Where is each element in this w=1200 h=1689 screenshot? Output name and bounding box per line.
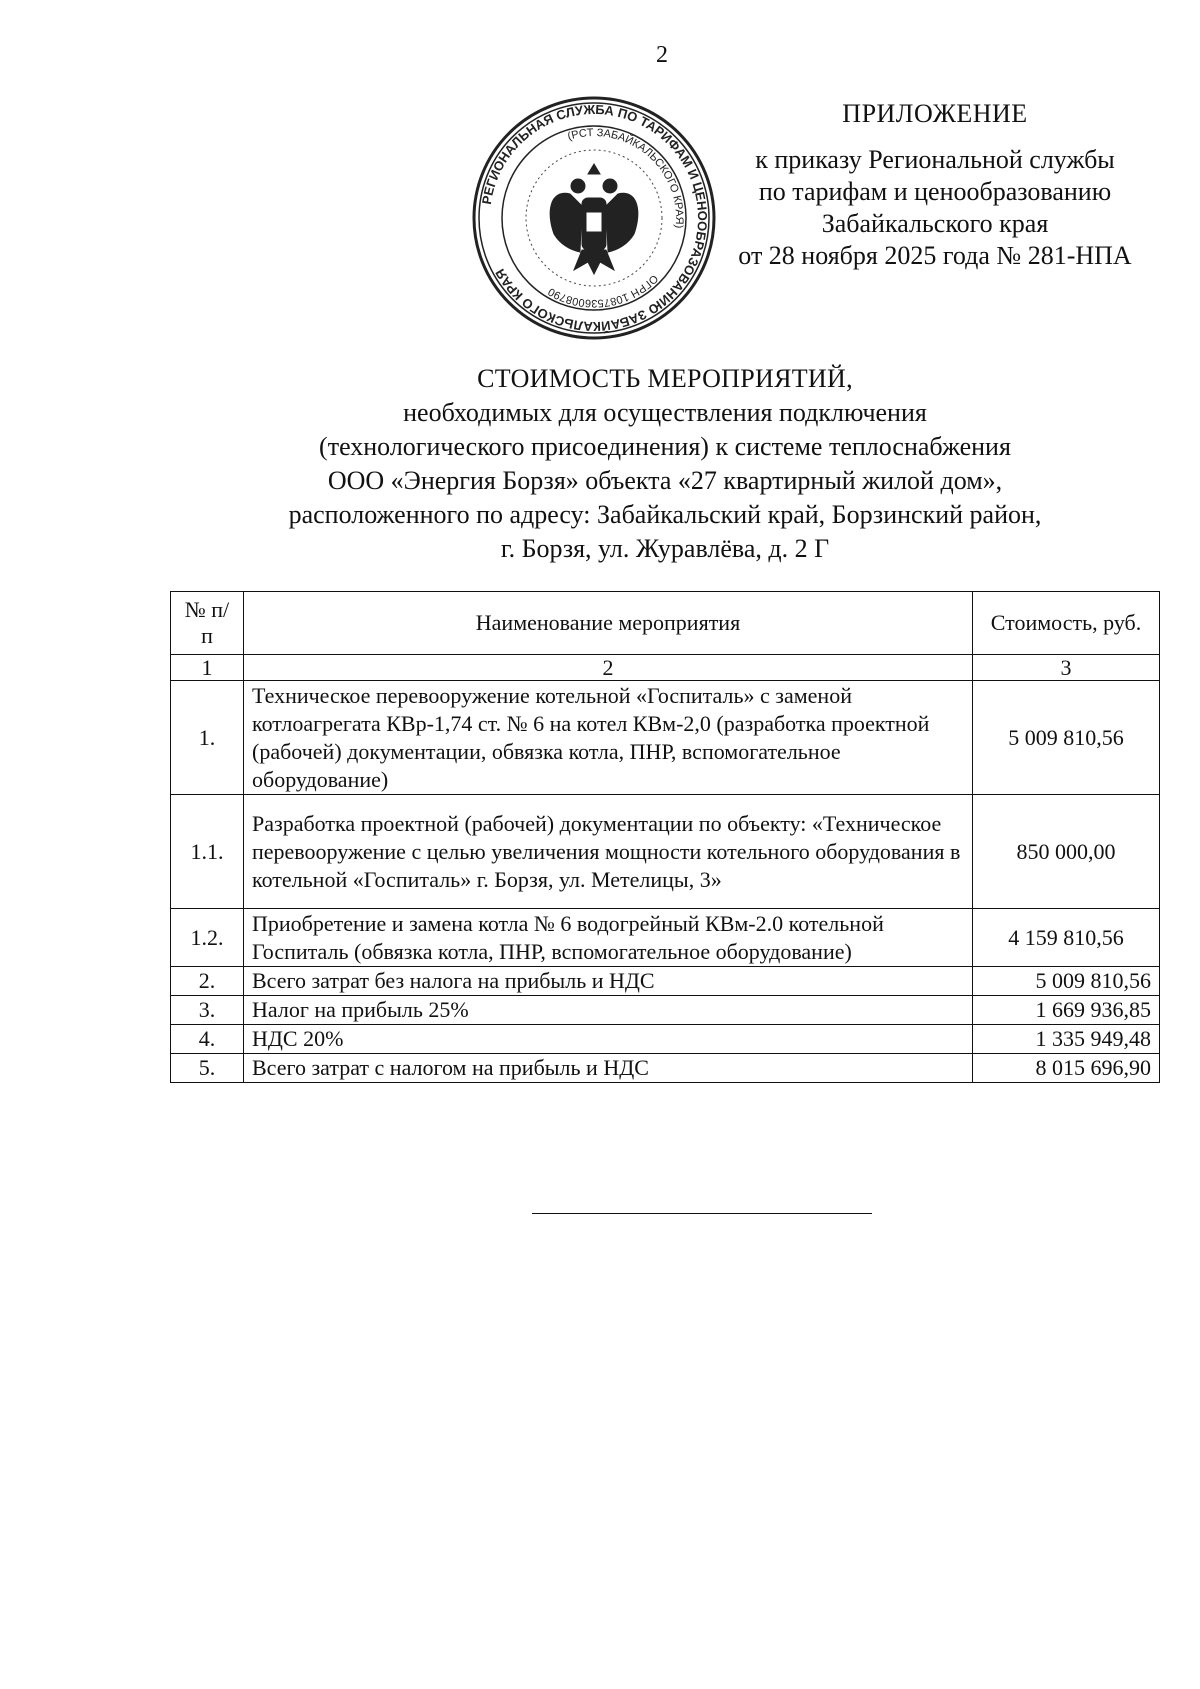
heading-title: СТОИМОСТЬ МЕРОПРИЯТИЙ,	[477, 364, 853, 393]
table-row	[171, 996, 1160, 1025]
row-cost: 850 000,00	[973, 795, 1160, 909]
row-cost: 5 009 810,56	[973, 967, 1160, 996]
row-number: 2.	[171, 967, 244, 996]
row-number: 3.	[171, 996, 244, 1025]
heading-line: ООО «Энергия Борзя» объекта «27 квартирный жилой дом»,	[327, 466, 1003, 495]
heading-line: необходимых для осуществления подключения	[403, 398, 927, 427]
header-cost: Стоимость, руб.	[973, 592, 1160, 655]
table-row	[171, 967, 1160, 996]
row-number: 4.	[171, 1025, 244, 1054]
column-number: 3	[973, 655, 1160, 681]
table-row	[171, 909, 1160, 967]
row-number: 1.	[171, 681, 244, 795]
seal-outer-text: РЕГИОНАЛЬНАЯ СЛУЖБА ПО ТАРИФАМ И ЦЕНООБРАЗОВАНИЮ ЗАБАЙКАЛЬСКОГО КРАЯ	[478, 101, 711, 335]
column-number: 1	[171, 655, 244, 681]
table-row	[171, 795, 1160, 909]
header-number: № п/п	[171, 592, 244, 655]
appendix-title: ПРИЛОЖЕНИЕ	[842, 99, 1028, 128]
row-name: Приобретение и замена котла № 6 водогрейный КВм-2.0 котельной Госпиталь (обвязка котла, ПНР, вспомогательное оборудование)	[244, 909, 973, 967]
appendix-line: Забайкальского края	[821, 209, 1049, 238]
official-seal	[470, 94, 718, 342]
row-cost: 1 335 949,48	[973, 1025, 1160, 1054]
heading-line: (технологического присоединения) к системе теплоснабжения	[319, 432, 1011, 461]
eagle-emblem-icon	[550, 164, 638, 274]
appendix-line: к приказу Региональной службы	[755, 145, 1115, 174]
table-row	[171, 1025, 1160, 1054]
document-heading	[170, 362, 1160, 566]
row-name: Всего затрат с налогом на прибыль и НДС	[244, 1054, 973, 1083]
row-number: 5.	[171, 1054, 244, 1083]
heading-line: расположенного по адресу: Забайкальский край, Борзинский район,	[288, 500, 1042, 529]
seal-ogrn-text: ОГРН 1087536008790	[546, 272, 661, 310]
seal-inner-text: (РСТ ЗАБАЙКАЛЬСКОГО КРАЯ)	[566, 126, 686, 229]
row-cost: 4 159 810,56	[973, 909, 1160, 967]
heading-line: г. Борзя, ул. Журавлёва, д. 2 Г	[500, 534, 830, 563]
svg-text:ОГРН 1087536008790	[546, 272, 660, 309]
row-number: 1.1.	[171, 795, 244, 909]
row-name: Разработка проектной (рабочей) документации по объекту: «Техническое перевооружение с целью увеличения мощности котельного оборудования в котельной «Госпиталь» г. Борзя, ул. Метелицы, 3»	[244, 795, 973, 909]
table-header-row	[171, 592, 1160, 655]
cost-table	[170, 591, 1160, 1083]
page-number: 2	[656, 42, 668, 68]
column-number-row	[171, 655, 1160, 681]
row-name: Техническое перевооружение котельной «Госпиталь» с заменой котлоагрегата КВр-1,74 ст. № 6 на котел КВм-2,0 (разработка проектной (рабочей) документации, обвязка котла, ПНР, вспомогательное оборудование)	[244, 681, 973, 795]
table-row	[171, 681, 1160, 795]
column-number: 2	[244, 655, 973, 681]
appendix-line: от 28 ноября 2025 года № 281-НПА	[738, 241, 1132, 270]
header-name: Наименование мероприятия	[244, 592, 973, 655]
appendix-block	[700, 98, 1170, 272]
row-name: НДС 20%	[244, 1025, 973, 1054]
row-cost: 5 009 810,56	[973, 681, 1160, 795]
row-cost: 8 015 696,90	[973, 1054, 1160, 1083]
table-row	[171, 1054, 1160, 1083]
row-name: Налог на прибыль 25%	[244, 996, 973, 1025]
row-cost: 1 669 936,85	[973, 996, 1160, 1025]
appendix-line: по тарифам и ценообразованию	[758, 177, 1112, 206]
row-name: Всего затрат без налога на прибыль и НДС	[244, 967, 973, 996]
closing-rule-divider	[532, 1213, 872, 1214]
row-number: 1.2.	[171, 909, 244, 967]
